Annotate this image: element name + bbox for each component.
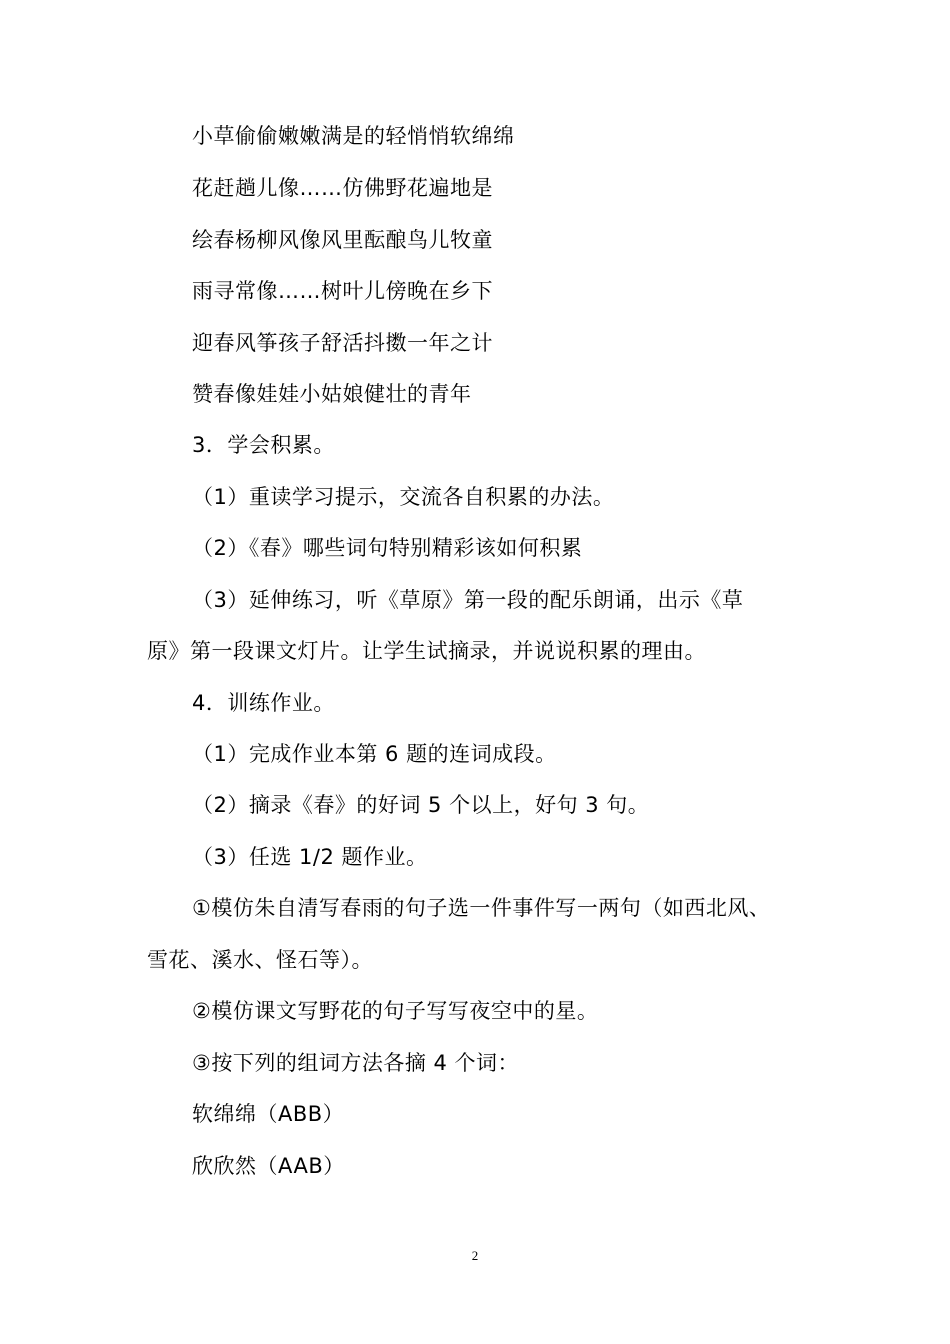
sub-item-1: ①模仿朱自清写春雨的句子选一件事件写一两句（如西北风、 xyxy=(192,896,771,920)
text-line-6: 赞春像娃娃小姑娘健壮的青年 xyxy=(192,382,472,406)
list-item: （1）重读学习提示，交流各自积累的办法。 xyxy=(192,485,615,509)
text-line-2: 花赶趟儿像……仿佛野花遍地是 xyxy=(192,176,493,200)
list-item: （3）任选 1∕2 题作业。 xyxy=(192,845,428,869)
list-item: （3）延伸练习，听《草原》第一段的配乐朗诵，出示《草 xyxy=(192,588,744,612)
list-item: （2）摘录《春》的好词 5 个以上，好句 3 句。 xyxy=(192,793,650,817)
list-item: （2）《春》哪些词句特别精彩该如何积累 xyxy=(192,536,583,560)
text-line-3: 绘春杨柳风像风里酝酿鸟儿牧童 xyxy=(192,228,493,252)
sub-item-2: ②模仿课文写野花的句子写写夜空中的星。 xyxy=(192,999,599,1023)
page-number: 2 xyxy=(471,1248,479,1263)
sub-item-3: ③按下列的组词方法各摘 4 个词： xyxy=(192,1051,520,1075)
text-line-5: 迎春风筝孩子舒活抖擞一年之计 xyxy=(192,331,493,355)
text-line-1: 小草偷偷嫩嫩满是的轻悄悄软绵绵 xyxy=(192,124,515,148)
section-heading-3: 3．学会积累。 xyxy=(192,433,335,457)
list-item-continuation: 原》第一段课文灯片。让学生试摘录，并说说积累的理由。 xyxy=(147,639,706,663)
list-item: （1）完成作业本第 6 题的连词成段。 xyxy=(192,742,557,766)
section-heading-4: 4．训练作业。 xyxy=(192,691,335,715)
text-line-4: 雨寻常像……树叶儿傍晚在乡下 xyxy=(192,279,493,303)
word-pattern-abb: 软绵绵（ABB） xyxy=(192,1102,345,1126)
word-pattern-aab: 欣欣然（AAB） xyxy=(192,1154,345,1178)
sub-item-1-continuation: 雪花、溪水、怪石等）。 xyxy=(147,948,373,972)
